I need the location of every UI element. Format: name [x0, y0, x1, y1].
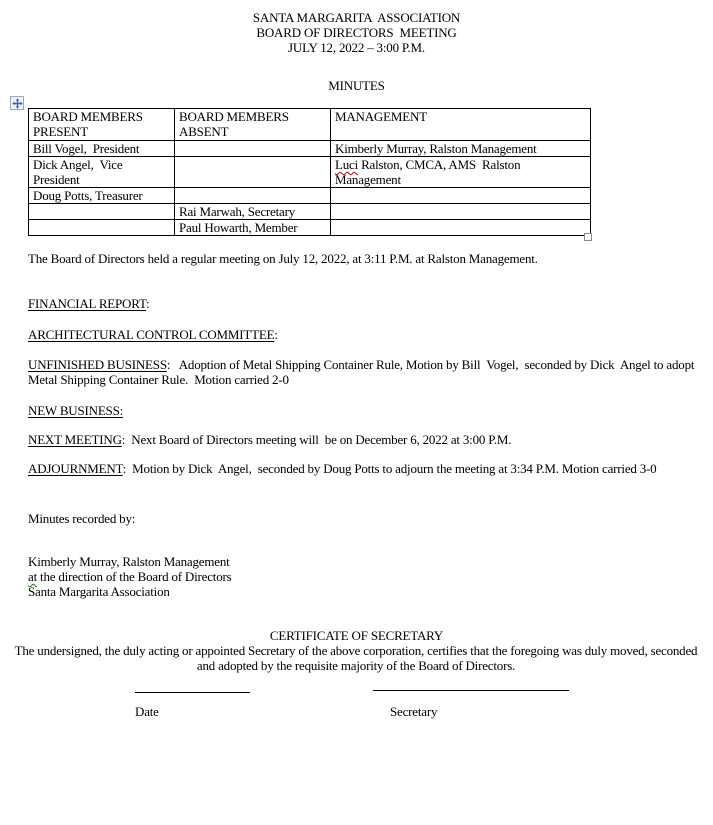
minutes-heading: MINUTES: [328, 78, 385, 93]
cell-present: Bill Vogel, President: [29, 141, 175, 157]
cell-absent: [175, 220, 331, 236]
date-signature-line: [135, 692, 250, 693]
cell-management: [331, 188, 591, 204]
cell-text: Ralston, CMCA, AMS Ralston Management: [335, 157, 524, 187]
secretary-label: Secretary: [390, 704, 438, 719]
heading-colon: :: [146, 296, 150, 311]
heading-label: NEW BUSINESS:: [28, 403, 124, 418]
direction-text: the direction of the Board of Directors: [36, 569, 232, 584]
section-text: Adoption of Metal Shipping Container Rule, Motion by Bill Vogel, seconded by Dick Angel to adopt Metal Shipping Container Rule. Motion carried 2-0: [28, 357, 698, 387]
cell-present: [29, 220, 175, 236]
section-text: Next Board of Directors meeting will be on December 6, 2022 at 3:00 P.M.: [125, 432, 512, 447]
table-row: [29, 220, 591, 236]
cell-absent: [175, 141, 331, 157]
misspelled-word: Howarth: [204, 220, 249, 235]
heading-colon: :: [122, 461, 127, 476]
recorded-by-line: Minutes recorded by:: [28, 511, 136, 526]
date-label: Date: [135, 704, 159, 719]
heading-label: ARCHITECTURAL CONTROL COMMITTEE: [28, 327, 275, 342]
association-title: SANTA MARGARITA ASSOCIATION: [252, 10, 461, 25]
heading-label: ADJOURNMENT: [28, 461, 123, 476]
cell-management: [331, 204, 591, 220]
heading-label: FINANCIAL REPORT: [28, 296, 147, 311]
adjournment-paragraph: [28, 461, 708, 476]
heading-colon: :: [121, 432, 126, 447]
meeting-datetime: JULY 12, 2022 – 3:00 P.M.: [288, 40, 425, 55]
board-members-table: [28, 108, 591, 236]
cell-present: [29, 204, 175, 220]
new-business-heading: [28, 403, 123, 418]
next-meeting-paragraph: [28, 432, 700, 447]
misspelled-word: Luci: [335, 157, 359, 172]
cell-present: Doug Potts, Treasurer: [29, 188, 175, 204]
table-row: [29, 141, 591, 157]
misspelled-word: Rai Marwah: [179, 204, 242, 219]
header-members-present: BOARD MEMBERS PRESENT: [29, 109, 175, 141]
move-cross-icon: [12, 98, 23, 109]
table-move-handle-icon[interactable]: [10, 96, 24, 110]
cell-management: Kimberly Murray, Ralston Management: [331, 141, 591, 157]
section-text: Motion by Dick Angel, seconded by Doug Potts to adjourn the meeting at 3:34 P.M. Motion carried 3-0: [126, 461, 657, 476]
cell-absent: [175, 204, 331, 220]
cell-absent: [175, 188, 331, 204]
cell-management: [331, 220, 591, 236]
table-row: [29, 188, 591, 204]
secretary-signature-line: [373, 690, 569, 691]
certificate-body: The undersigned, the duly acting or appointed Secretary of the above corporation, certifies that the foregoing was duly moved, seconded and adopted by the requisite majority of the Board of Directors.: [14, 643, 701, 673]
header-management: MANAGEMENT: [331, 109, 591, 141]
recorder-name: Kimberly Murray, Ralston Management: [28, 554, 230, 569]
heading-label: NEXT MEETING: [28, 432, 122, 447]
table-row: [29, 157, 591, 188]
heading-colon: :: [274, 327, 278, 342]
meeting-title: BOARD OF DIRECTORS MEETING: [256, 25, 457, 40]
heading-colon: :: [166, 357, 171, 372]
cell-text: , Secretary: [241, 204, 296, 219]
recorder-signature-block: [28, 554, 232, 599]
cell-text: Paul: [179, 220, 205, 235]
heading-label: UNFINISHED BUSINESS: [28, 357, 167, 372]
table-resize-handle-icon[interactable]: [584, 233, 592, 241]
cell-text: , Member: [248, 220, 298, 235]
financial-report-heading: [28, 296, 149, 311]
cell-present: Dick Angel, Vice President: [29, 157, 175, 188]
association-name: Santa Margarita Association: [28, 584, 170, 599]
architectural-committee-heading: [28, 327, 278, 342]
grammar-flagged-word: at: [28, 569, 37, 584]
intro-paragraph: The Board of Directors held a regular meeting on July 12, 2022, at 3:11 P.M. at Ralston Management.: [28, 251, 538, 266]
unfinished-business-paragraph: [28, 357, 696, 387]
recorder-direction-line: [28, 569, 232, 584]
cell-management: [331, 157, 591, 188]
header-members-absent: BOARD MEMBERS ABSENT: [175, 109, 331, 141]
table-header-row: [29, 109, 591, 141]
table-row: [29, 204, 591, 220]
certificate-title: CERTIFICATE OF SECRETARY: [269, 628, 444, 643]
document-title-block: [0, 10, 713, 55]
cell-absent: [175, 157, 331, 188]
